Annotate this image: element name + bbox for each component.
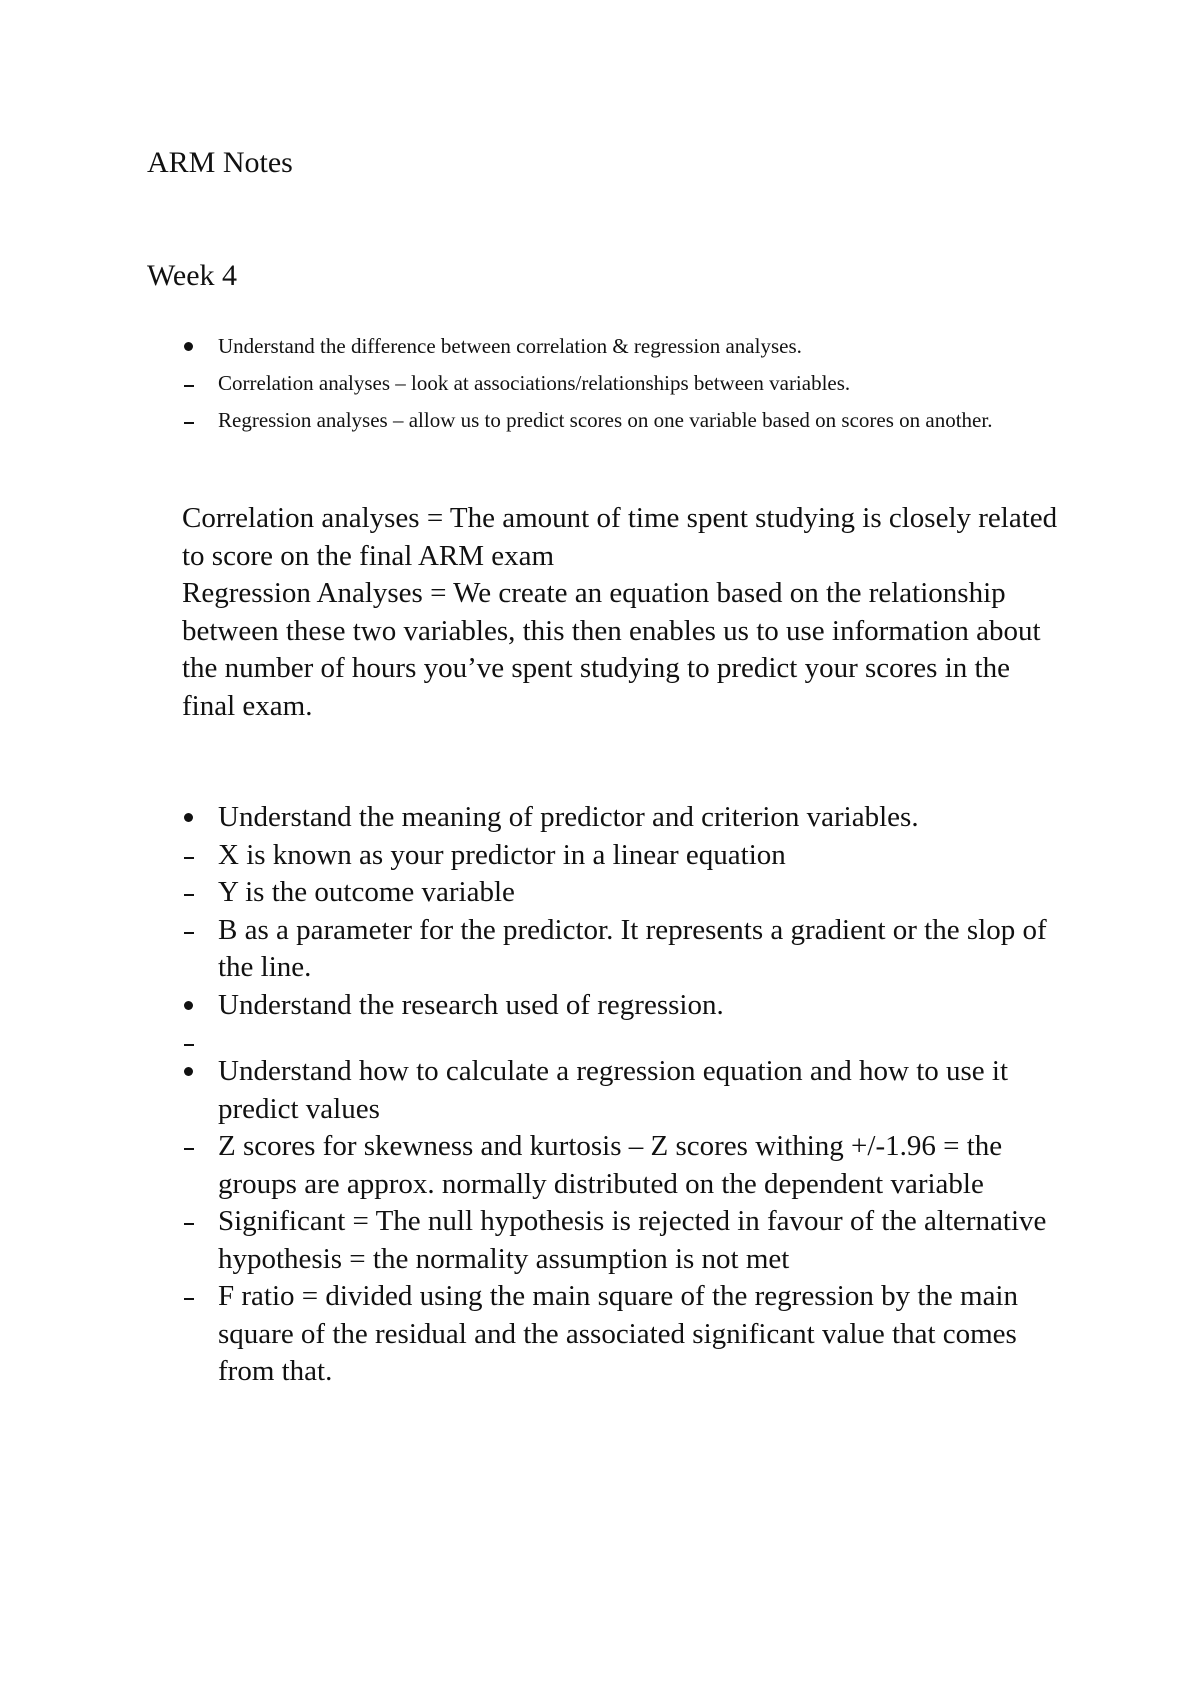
bullet-icon [184, 342, 193, 351]
list-item-text: Understand how to calculate a regression equation and how to use it predict values [218, 1055, 1009, 1125]
dash-marker [182, 874, 206, 896]
definitions-block [182, 500, 1062, 725]
dash-marker [182, 912, 206, 934]
bullet-icon [184, 1067, 193, 1076]
list-item [182, 406, 1062, 435]
list-item [182, 1203, 1062, 1278]
list-item-text [218, 1024, 1062, 1053]
dash-icon [184, 1044, 194, 1046]
dash-icon [184, 894, 194, 896]
list-item [182, 987, 1062, 1025]
list-item-text: Regression analyses – allow us to predict scores on one variable based on scores on another. [218, 408, 993, 432]
list-item-text: Significant = The null hypothesis is rejected in favour of the alternative hypothesis = the normality assumption is not met [218, 1205, 1047, 1275]
dash-marker [182, 1128, 206, 1150]
list-item-text: Y is the outcome variable [218, 876, 515, 908]
list-item [182, 874, 1062, 912]
dash-marker [182, 1024, 206, 1046]
list-item-text: X is known as your predictor in a linear equation [218, 838, 786, 871]
dash-icon [184, 932, 194, 934]
list-item [182, 799, 1062, 837]
list-item [182, 1024, 1062, 1053]
correlation-definition: Correlation analyses = The amount of time spent studying is closely related to score on the final ARM exam [182, 502, 1058, 572]
list-item [182, 1278, 1062, 1391]
bullet-icon [184, 813, 193, 822]
notes-list [182, 799, 1062, 1391]
document-title: ARM Notes [147, 146, 293, 179]
dash-icon [184, 1148, 194, 1150]
dash-marker [182, 369, 206, 387]
dash-icon [184, 422, 194, 424]
dash-marker [182, 837, 206, 859]
dash-icon [184, 1298, 194, 1300]
bullet-marker [182, 332, 206, 351]
bullet-marker [182, 799, 206, 822]
dash-marker [182, 406, 206, 424]
dash-icon [184, 385, 194, 387]
dash-icon [184, 857, 194, 859]
list-item-text: B as a parameter for the predictor. It represents a gradient or the slop of the line. [218, 913, 1047, 983]
list-item-text: Understand the meaning of predictor and criterion variables. [218, 801, 919, 833]
dash-marker [182, 1203, 206, 1225]
list-item-text: Understand the research used of regression. [218, 988, 724, 1021]
regression-definition: Regression Analyses = We create an equation based on the relationship between these two variables, this then enables us to use information about the number of hours you’ve spent studying to predict your scores in the final exam. [182, 577, 1041, 722]
bullet-marker [182, 987, 206, 1010]
bullet-icon [184, 1001, 193, 1010]
list-item [182, 369, 1062, 398]
list-item-text: F ratio = divided using the main square of the regression by the main square of the residual and the associated significant value that comes from that. [218, 1280, 1018, 1387]
bullet-marker [182, 1053, 206, 1076]
week-heading: Week 4 [147, 259, 238, 292]
list-item [182, 837, 1062, 875]
list-item [182, 1053, 1062, 1128]
list-item [182, 912, 1062, 987]
dash-icon [184, 1223, 194, 1225]
list-item-text: Z scores for skewness and kurtosis – Z scores withing +/-1.96 = the groups are approx. normally distributed on the dependent variable [218, 1130, 1003, 1200]
list-item [182, 1128, 1062, 1203]
list-item-text: Correlation analyses – look at associations/relationships between variables. [218, 371, 851, 395]
list-item-text: Understand the difference between correlation & regression analyses. [218, 334, 802, 358]
objectives-list [182, 332, 1062, 443]
list-item [182, 332, 1062, 361]
dash-marker [182, 1278, 206, 1300]
